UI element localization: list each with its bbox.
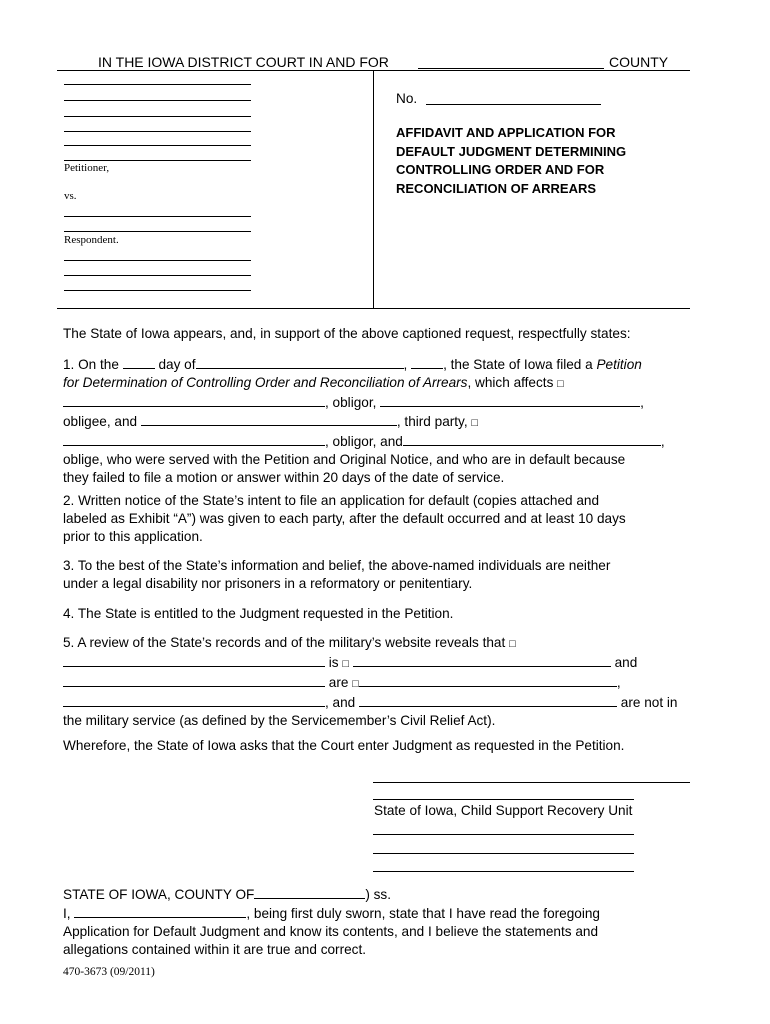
oath-block <box>63 885 693 959</box>
p1-text: , <box>640 395 644 410</box>
p5-text: are <box>328 675 349 690</box>
petitioner-label: Petitioner, <box>64 162 110 174</box>
party-name-field-3[interactable] <box>63 673 325 687</box>
p1-text: oblige, who were served with the Petition and Original Notice, and who are in default because <box>63 452 626 467</box>
form-number: 470-3673 (09/2011) <box>63 966 155 978</box>
caption-divider <box>373 71 374 308</box>
checkbox[interactable]: □ <box>509 638 516 650</box>
petitioner-name-line-5[interactable] <box>64 145 251 146</box>
p2-line: labeled as Exhibit “A”) was given to each party, after the default occurred and at least 10 days <box>63 511 626 526</box>
title-line: AFFIDAVIT AND APPLICATION FOR <box>396 125 616 140</box>
affiant-name-field[interactable] <box>74 904 246 918</box>
respondent-name-line-2[interactable] <box>64 231 251 232</box>
vs-label: vs. <box>64 190 77 202</box>
party-name-field-6[interactable] <box>359 693 617 707</box>
intro-statement: The State of Iowa appears, and, in support of the above captioned request, respectfully states: <box>63 326 631 341</box>
p1-text: they failed to file a motion or answer within 20 days of the date of service. <box>63 470 505 485</box>
title-line: RECONCILIATION OF ARREARS <box>396 180 597 196</box>
p1-text: , obligor, and <box>325 434 403 449</box>
petitioner-name-line-1[interactable] <box>64 84 251 85</box>
p1-text: , which affects <box>467 375 554 390</box>
respondent-name-line-3[interactable] <box>64 260 251 261</box>
p1-text: 1. On the <box>63 357 119 372</box>
p5-text: , <box>616 675 621 690</box>
address-line-2[interactable] <box>373 853 634 854</box>
party-name-field-5[interactable] <box>63 693 325 707</box>
respondent-name-line-4[interactable] <box>64 275 251 276</box>
county-name-field[interactable] <box>418 68 604 69</box>
day-field[interactable] <box>123 355 155 369</box>
address-line-3[interactable] <box>373 871 634 872</box>
p1-text: , <box>660 434 665 449</box>
respondent-name-line-1[interactable] <box>64 216 251 217</box>
title-line: DEFAULT JUDGMENT DETERMINING <box>396 143 627 159</box>
paragraph-1 <box>63 355 693 487</box>
p5-text: 5. A review of the State’s records and of the military’s website reveals that <box>63 635 506 650</box>
petitioner-name-line-3[interactable] <box>64 116 251 117</box>
agency-name: State of Iowa, Child Support Recovery Unit <box>374 803 633 818</box>
obligee-name-field[interactable] <box>380 393 640 407</box>
respondent-label: Respondent. <box>64 234 119 246</box>
p5-text: are not in <box>620 695 678 710</box>
p5-text: is <box>328 655 339 670</box>
signature-line[interactable] <box>373 782 690 783</box>
oath-text: allegations contained within it are true and correct. <box>63 942 367 957</box>
address-line-1[interactable] <box>373 834 634 835</box>
party-name-field-4[interactable] <box>359 673 617 687</box>
title-line: CONTROLLING ORDER AND FOR <box>396 162 605 177</box>
p5-text: the military service (as defined by the Servicemember’s Civil Relief Act). <box>63 713 496 728</box>
obligor-name-field-2[interactable] <box>63 432 325 446</box>
oath-county-field[interactable] <box>254 885 365 899</box>
caption-bottom-rule <box>57 308 690 309</box>
p1-text: , <box>403 357 408 372</box>
petitioner-name-line-6[interactable] <box>64 160 251 161</box>
case-number-field[interactable] <box>426 104 601 105</box>
third-party-name-field[interactable] <box>141 412 397 426</box>
document-title <box>396 124 626 198</box>
year-field[interactable] <box>411 355 443 369</box>
party-name-field-2[interactable] <box>353 653 611 667</box>
paragraph-3 <box>63 557 693 593</box>
p3-line: under a legal disability nor prisoners in a reformatory or penitentiary. <box>63 576 473 591</box>
name-line[interactable] <box>373 799 634 800</box>
paragraph-5 <box>63 634 693 730</box>
p1-text: obligee, and <box>63 414 138 429</box>
petitioner-name-line-4[interactable] <box>64 131 251 132</box>
wherefore-clause: Wherefore, the State of Iowa asks that the Court enter Judgment as requested in the Petition. <box>63 738 625 753</box>
party-name-field-1[interactable] <box>63 653 325 667</box>
oath-text: Application for Default Judgment and know its contents, and I believe the statements and <box>63 924 599 939</box>
p1-text: day of <box>158 357 196 372</box>
obligee-name-field-2[interactable] <box>403 432 661 446</box>
month-field[interactable] <box>196 355 404 369</box>
petition-title-italic: Petition <box>596 357 642 372</box>
court-header-county: COUNTY <box>609 54 669 70</box>
oath-text: I, <box>63 906 71 921</box>
p5-text: and <box>614 655 638 670</box>
oath-state-county: STATE OF IOWA, COUNTY OF <box>63 887 255 902</box>
p1-text: , the State of Iowa filed a <box>443 357 593 372</box>
checkbox[interactable]: □ <box>471 417 479 429</box>
obligor-name-field[interactable] <box>63 393 325 407</box>
paragraph-4: 4. The State is entitled to the Judgment requested in the Petition. <box>63 606 454 621</box>
respondent-name-line-5[interactable] <box>64 290 251 291</box>
p2-line: 2. Written notice of the State’s intent to file an application for default (copies attached and <box>63 493 600 508</box>
checkbox[interactable]: □ <box>342 658 350 670</box>
petitioner-name-line-2[interactable] <box>64 100 251 101</box>
p1-text: , obligor, <box>325 395 377 410</box>
checkbox[interactable]: □ <box>557 378 564 390</box>
p5-text: , and <box>325 695 356 710</box>
court-header-prefix: IN THE IOWA DISTRICT COURT IN AND FOR <box>98 54 389 70</box>
petition-title-italic: for Determination of Controlling Order and Reconciliation of Arrears <box>63 375 468 390</box>
oath-text: , being first duly sworn, state that I have read the foregoing <box>246 906 600 921</box>
checkbox[interactable]: □ <box>352 678 359 690</box>
case-number-label: No. <box>396 91 418 106</box>
p2-line: prior to this application. <box>63 529 203 544</box>
p1-text: , third party, <box>396 414 468 429</box>
paragraph-2 <box>63 492 693 546</box>
p3-line: 3. To the best of the State’s information and belief, the above-named individuals are neither <box>63 558 611 573</box>
oath-ss: ) ss. <box>365 887 392 902</box>
